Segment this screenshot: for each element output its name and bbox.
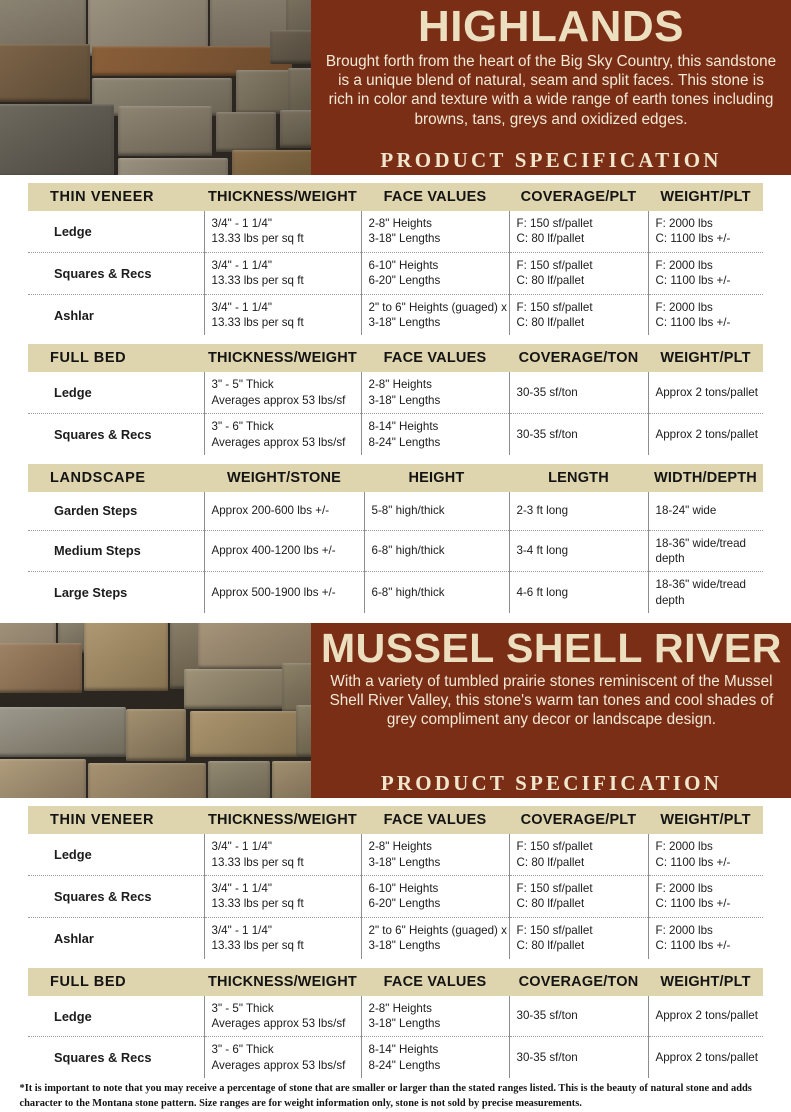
col-header-length: LENGTH bbox=[509, 464, 648, 492]
cell-coverage: F: 150 sf/pallet C: 80 lf/pallet bbox=[509, 834, 648, 875]
col-header-coverage: COVERAGE/PLT bbox=[509, 183, 648, 211]
col-header-face-values: FACE VALUES bbox=[361, 183, 509, 211]
product-specification-label: PRODUCT SPECIFICATION bbox=[380, 771, 723, 796]
table-highlands-full-bed bbox=[28, 344, 763, 455]
product-specification-label: PRODUCT SPECIFICATION bbox=[380, 148, 722, 172]
cell-coverage: F: 150 sf/pallet C: 80 lf/pallet bbox=[509, 294, 648, 335]
col-header-weight: WEIGHT/PLT bbox=[648, 344, 763, 372]
table-row bbox=[28, 211, 763, 252]
cell-thickness-weight: 3/4" - 1 1/4" 13.33 lbs per sq ft bbox=[204, 876, 361, 918]
col-header-width-depth: WIDTH/DEPTH bbox=[648, 464, 763, 492]
col-header-face-values: FACE VALUES bbox=[361, 344, 509, 372]
highlands-banner-text bbox=[311, 0, 791, 175]
cell-face-values: 2-8" Heights 3-18" Lengths bbox=[361, 996, 509, 1037]
cell-coverage: 30-35 sf/ton bbox=[509, 996, 648, 1037]
cell-face-values: 2" to 6" Heights (guaged) x 3-18" Lengths bbox=[361, 294, 509, 335]
cell-coverage: 30-35 sf/ton bbox=[509, 1037, 648, 1078]
cell-thickness-weight: 3/4" - 1 1/4" 13.33 lbs per sq ft bbox=[204, 211, 361, 252]
col-header-thickness-weight: THICKNESS/WEIGHT bbox=[204, 183, 361, 211]
row-label: Ledge bbox=[54, 847, 92, 863]
table-row bbox=[28, 834, 763, 875]
product-description: With a variety of tumbled prairie stones reminiscent of the Mussel Shell River Valley, this stone's warm tan tones and cool shades of grey compliment any decor or landscape design. bbox=[329, 672, 774, 729]
cell-face-values: 8-14" Heights 8-24" Lengths bbox=[361, 1037, 509, 1078]
cell-face-values: 2" to 6" Heights (guaged) x 3-18" Lengths bbox=[361, 917, 509, 958]
col-header-category: LANDSCAPE bbox=[28, 464, 204, 492]
cell-height: 6-8" high/thick bbox=[364, 572, 509, 613]
cell-weight: F: 2000 lbs C: 1100 lbs +/- bbox=[648, 917, 763, 958]
col-header-weight-stone: WEIGHT/STONE bbox=[204, 464, 364, 492]
row-label: Squares & Recs bbox=[28, 252, 204, 294]
col-header-category: THIN VENEER bbox=[28, 183, 204, 211]
col-header-face-values: FACE VALUES bbox=[361, 806, 509, 834]
product-banner-mussel-shell-river bbox=[0, 623, 791, 798]
row-label: Ashlar bbox=[28, 917, 204, 958]
cell-coverage: F: 150 sf/pallet C: 80 lf/pallet bbox=[509, 917, 648, 958]
cell-width-depth: 18-24" wide bbox=[648, 492, 763, 530]
cell-width-depth: 18-36" wide/tread depth bbox=[648, 572, 763, 613]
cell-face-values: 6-10" Heights 6-20" Lengths bbox=[361, 876, 509, 918]
cell-weight-stone: Approx 200-600 lbs +/- bbox=[204, 492, 364, 530]
table-header-row bbox=[28, 806, 763, 834]
disclaimer-footnote: *It is important to note that you may receive a percentage of stone that are smaller or larger than the stated ranges listed. This is the beauty of natural stone and adds character to the Montana stone pattern. Size ranges are for weight information only, stone is not sold by precise measurements. bbox=[19, 1083, 752, 1110]
table-row bbox=[28, 876, 763, 918]
col-header-weight: WEIGHT/PLT bbox=[648, 968, 763, 996]
cell-weight: F: 2000 lbs C: 1100 lbs +/- bbox=[648, 211, 763, 252]
col-header-thickness-weight: THICKNESS/WEIGHT bbox=[204, 806, 361, 834]
cell-coverage: F: 150 sf/pallet C: 80 lf/pallet bbox=[509, 211, 648, 252]
cell-face-values: 8-14" Heights 8-24" Lengths bbox=[361, 414, 509, 455]
table-mussel-full-bed bbox=[28, 968, 763, 1079]
row-label: Ledge bbox=[54, 1008, 92, 1024]
col-header-weight: WEIGHT/PLT bbox=[648, 806, 763, 834]
highlands-stone-photo bbox=[0, 0, 311, 175]
col-header-thickness-weight: THICKNESS/WEIGHT bbox=[204, 968, 361, 996]
col-header-category: FULL BED bbox=[28, 344, 204, 372]
row-label: Ledge bbox=[54, 385, 92, 401]
cell-weight: Approx 2 tons/pallet bbox=[648, 996, 763, 1037]
product-title: HIGHLANDS bbox=[417, 2, 685, 51]
mussel-shell-river-stone-photo bbox=[0, 623, 311, 798]
cell-weight-stone: Approx 400-1200 lbs +/- bbox=[204, 530, 364, 572]
cell-coverage: F: 150 sf/pallet C: 80 lf/pallet bbox=[509, 876, 648, 918]
cell-coverage: 30-35 sf/ton bbox=[509, 372, 648, 413]
table-row bbox=[28, 1037, 763, 1078]
cell-weight: F: 2000 lbs C: 1100 lbs +/- bbox=[648, 252, 763, 294]
table-highlands-landscape bbox=[28, 464, 763, 613]
product-banner-highlands bbox=[0, 0, 791, 175]
table-row bbox=[28, 996, 763, 1037]
row-label: Ledge bbox=[54, 223, 92, 239]
row-label: Large Steps bbox=[28, 572, 204, 613]
cell-thickness-weight: 3/4" - 1 1/4" 13.33 lbs per sq ft bbox=[204, 917, 361, 958]
stone-wall-graphic bbox=[0, 623, 311, 798]
product-description: Brought forth from the heart of the Big Sky Country, this sandstone is a unique blend of natural, seam and split faces. This stone is rich in color and texture with a wide range of earth tones including browns, tans, greys and oxidized edges. bbox=[325, 52, 777, 128]
cell-weight: Approx 2 tons/pallet bbox=[648, 414, 763, 455]
cell-weight: F: 2000 lbs C: 1100 lbs +/- bbox=[648, 876, 763, 918]
table-row bbox=[28, 372, 763, 413]
cell-thickness-weight: 3/4" - 1 1/4" 13.33 lbs per sq ft bbox=[204, 294, 361, 335]
cell-coverage: 30-35 sf/ton bbox=[509, 414, 648, 455]
table-header-row bbox=[28, 344, 763, 372]
table-header-row bbox=[28, 464, 763, 492]
col-header-thickness-weight: THICKNESS/WEIGHT bbox=[204, 344, 361, 372]
cell-weight-stone: Approx 500-1900 lbs +/- bbox=[204, 572, 364, 613]
table-header-row bbox=[28, 183, 763, 211]
col-header-category: FULL BED bbox=[28, 968, 204, 996]
col-header-coverage: COVERAGE/TON bbox=[509, 968, 648, 996]
cell-thickness-weight: 3" - 5" Thick Averages approx 53 lbs/sf bbox=[204, 996, 361, 1037]
cell-thickness-weight: 3" - 6" Thick Averages approx 53 lbs/sf bbox=[204, 414, 361, 455]
row-label: Squares & Recs bbox=[28, 876, 204, 918]
cell-length: 2-3 ft long bbox=[509, 492, 648, 530]
col-header-height: HEIGHT bbox=[364, 464, 509, 492]
cell-weight: Approx 2 tons/pallet bbox=[648, 372, 763, 413]
cell-thickness-weight: 3" - 6" Thick Averages approx 53 lbs/sf bbox=[204, 1037, 361, 1078]
table-row bbox=[28, 917, 763, 958]
cell-weight: F: 2000 lbs C: 1100 lbs +/- bbox=[648, 294, 763, 335]
cell-length: 3-4 ft long bbox=[509, 530, 648, 572]
mussel-shell-river-banner-text bbox=[311, 623, 791, 798]
table-row bbox=[28, 294, 763, 335]
col-header-category: THIN VENEER bbox=[28, 806, 204, 834]
table-header-row bbox=[28, 968, 763, 996]
table-row bbox=[28, 252, 763, 294]
row-label: Ashlar bbox=[28, 294, 204, 335]
cell-height: 6-8" high/thick bbox=[364, 530, 509, 572]
cell-weight: Approx 2 tons/pallet bbox=[648, 1037, 763, 1078]
row-label: Garden Steps bbox=[54, 503, 138, 519]
row-label: Medium Steps bbox=[28, 530, 204, 572]
cell-coverage: F: 150 sf/pallet C: 80 lf/pallet bbox=[509, 252, 648, 294]
table-row bbox=[28, 492, 763, 530]
col-header-face-values: FACE VALUES bbox=[361, 968, 509, 996]
row-label: Squares & Recs bbox=[28, 1037, 204, 1078]
cell-weight: F: 2000 lbs C: 1100 lbs +/- bbox=[648, 834, 763, 875]
col-header-coverage: COVERAGE/TON bbox=[509, 344, 648, 372]
table-row bbox=[28, 414, 763, 455]
col-header-coverage: COVERAGE/PLT bbox=[509, 806, 648, 834]
cell-face-values: 2-8" Heights 3-18" Lengths bbox=[361, 834, 509, 875]
table-row bbox=[28, 530, 763, 572]
cell-thickness-weight: 3" - 5" Thick Averages approx 53 lbs/sf bbox=[204, 372, 361, 413]
table-mussel-thin-veneer bbox=[28, 806, 763, 958]
cell-face-values: 6-10" Heights 6-20" Lengths bbox=[361, 252, 509, 294]
col-header-weight: WEIGHT/PLT bbox=[648, 183, 763, 211]
row-label: Squares & Recs bbox=[28, 414, 204, 455]
product-title: MUSSEL SHELL RIVER bbox=[321, 625, 782, 672]
cell-face-values: 2-8" Heights 3-18" Lengths bbox=[361, 372, 509, 413]
table-highlands-thin-veneer bbox=[28, 183, 763, 335]
cell-length: 4-6 ft long bbox=[509, 572, 648, 613]
table-row bbox=[28, 572, 763, 613]
cell-height: 5-8" high/thick bbox=[364, 492, 509, 530]
stone-wall-graphic bbox=[0, 0, 311, 175]
cell-width-depth: 18-36" wide/tread depth bbox=[648, 530, 763, 572]
cell-thickness-weight: 3/4" - 1 1/4" 13.33 lbs per sq ft bbox=[204, 834, 361, 875]
cell-thickness-weight: 3/4" - 1 1/4" 13.33 lbs per sq ft bbox=[204, 252, 361, 294]
cell-face-values: 2-8" Heights 3-18" Lengths bbox=[361, 211, 509, 252]
